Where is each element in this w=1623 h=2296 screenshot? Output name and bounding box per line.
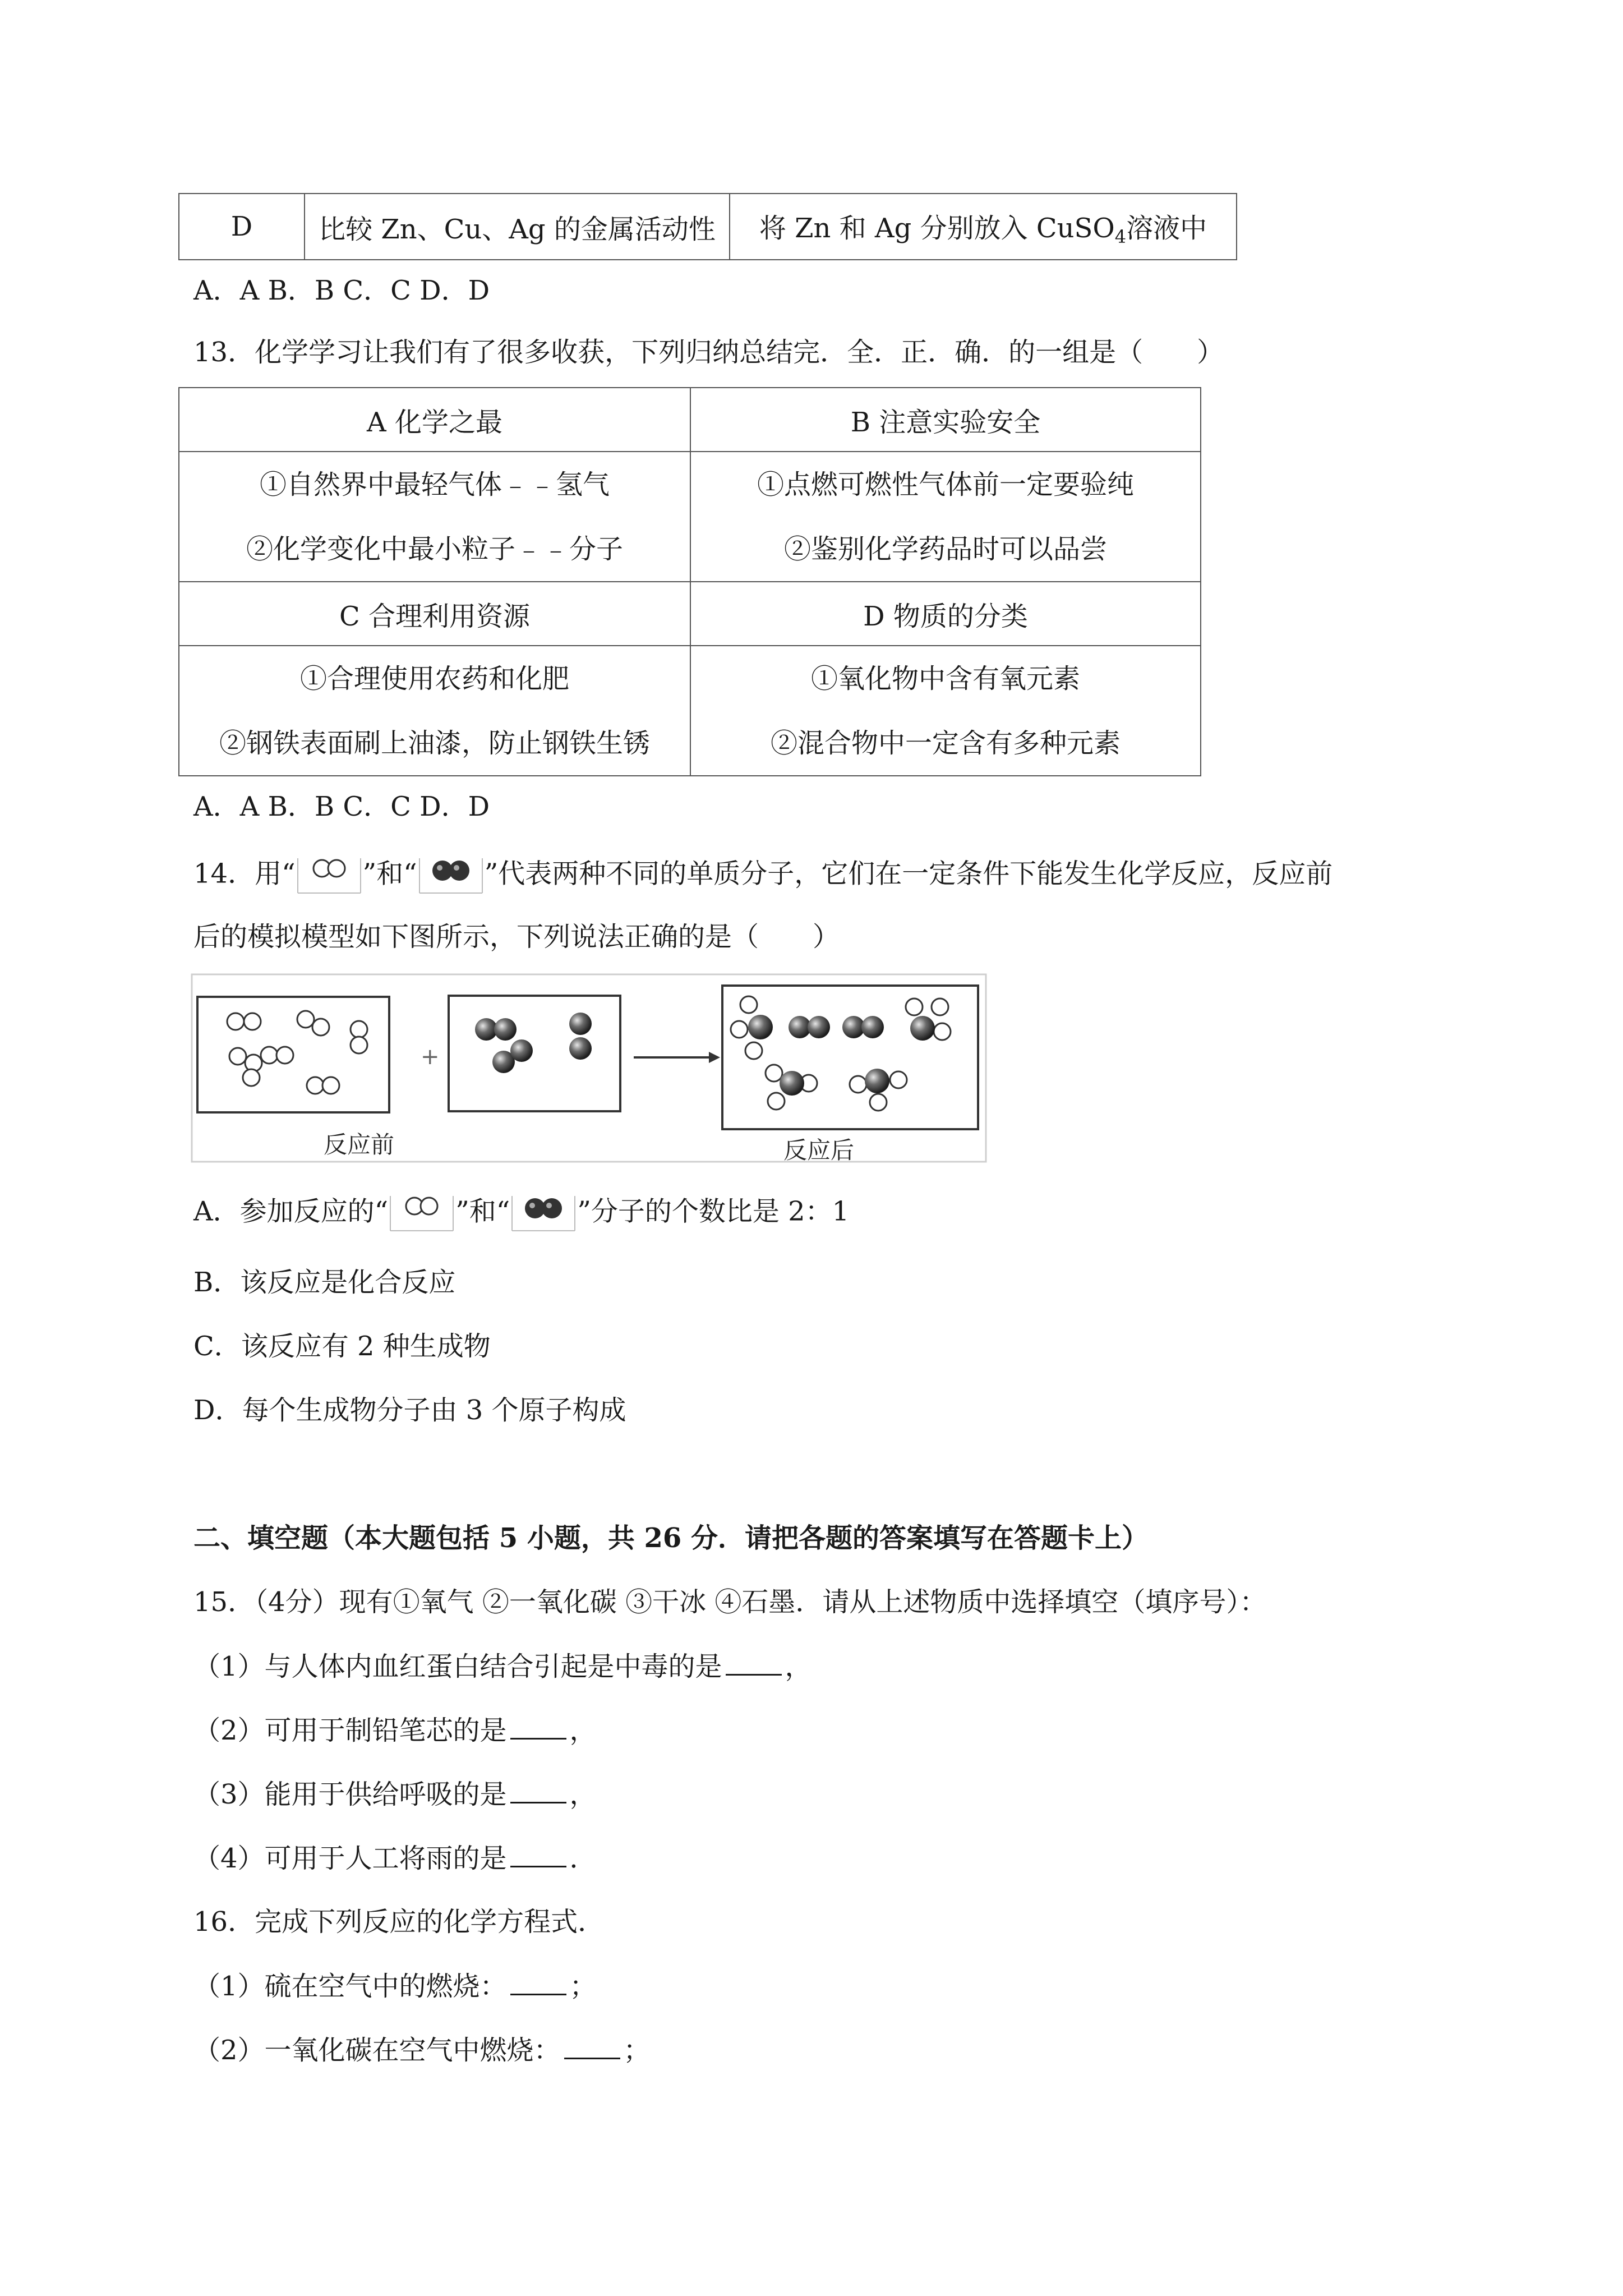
answer-blank[interactable] bbox=[510, 1777, 566, 1803]
q13-a-item-1: ①自然界中最轻气体﹣﹣氢气 bbox=[259, 468, 610, 500]
q14-stem-part3: ”代表两种不同的单质分子，它们在一定条件下能发生化学反应，反应前 bbox=[484, 858, 1333, 890]
q12-table bbox=[178, 193, 1237, 260]
q13-d-item-2: ②混合物中一定含有多种元素 bbox=[770, 727, 1121, 759]
answer-blank[interactable] bbox=[510, 1713, 566, 1740]
q12-choices: A．A B．B C．C D．D bbox=[193, 275, 490, 306]
after-label: 反应后 bbox=[783, 1137, 855, 1163]
q16-item-2-text: （2）一氧化碳在空气中燃烧： bbox=[193, 2035, 561, 2066]
q13-c-item-1: ①合理使用农药和化肥 bbox=[299, 662, 569, 694]
q12-method-text-end: 溶液中 bbox=[1126, 212, 1207, 244]
before-label: 反应前 bbox=[323, 1131, 395, 1158]
q13-table bbox=[178, 387, 1201, 776]
q14-option-c: C．该反应有 2 种生成物 bbox=[193, 1331, 491, 1362]
q14-stem-line2: 后的模拟模型如下图所示，下列说法正确的是（ ） bbox=[193, 921, 840, 953]
q13-c-items bbox=[179, 646, 690, 776]
q13-a-items bbox=[179, 452, 690, 582]
q15-item-1-text: （1）与人体内血红蛋白结合引起是中毒的是 bbox=[193, 1651, 722, 1682]
q16-item-1-text: （1）硫在空气中的燃烧： bbox=[193, 1971, 507, 2002]
q13-choices: A．A B．B C．C D．D bbox=[193, 791, 490, 822]
q15-item-3 bbox=[193, 1777, 597, 1811]
q15-item-1-end: ， bbox=[785, 1651, 812, 1682]
q13-b-items bbox=[690, 452, 1201, 582]
white-molecule-icon bbox=[388, 1194, 455, 1233]
q14-option-a-part2: ”和“ bbox=[455, 1195, 510, 1227]
q13-c-head: C 合理利用资源 bbox=[179, 582, 690, 646]
q14-stem-part2: ”和“ bbox=[362, 858, 417, 890]
q14-option-b: B．该反应是化合反应 bbox=[193, 1267, 456, 1298]
q16-item-1 bbox=[193, 1969, 597, 2003]
q14-stem-part1: 14．用“ bbox=[193, 858, 296, 890]
section2-heading: 二、填空题（本大题包括 5 小题，共 26 分．请把各题的答案填写在答题卡上） bbox=[193, 1522, 1149, 1554]
reaction-model-figure bbox=[191, 973, 987, 1163]
q15-item-2-end: ， bbox=[569, 1715, 597, 1746]
q15-item-3-text: （3）能用于供给呼吸的是 bbox=[193, 1779, 507, 1810]
q12-option-cell: D bbox=[179, 194, 305, 260]
q16-item-2 bbox=[193, 2033, 651, 2067]
q13-d-item-1: ①氧化物中含有氧元素 bbox=[810, 662, 1080, 694]
black-molecule-icon bbox=[510, 1194, 577, 1233]
q15-item-4-end: ． bbox=[569, 1843, 597, 1874]
q12-method-text: 将 Zn 和 Ag 分别放入 CuSO bbox=[759, 212, 1115, 244]
q12-method-cell bbox=[730, 194, 1237, 260]
q12-method-subscript: 4 bbox=[1114, 226, 1127, 247]
q12-purpose-cell: 比较 Zn、Cu、Ag 的金属活动性 bbox=[305, 194, 730, 260]
q15-stem: 15．（4分）现有①氧气 ②一氧化碳 ③干冰 ④石墨．请从上述物质中选择填空（填序号）： bbox=[193, 1586, 1267, 1618]
answer-blank[interactable] bbox=[564, 2033, 620, 2059]
q13-a-head: A 化学之最 bbox=[179, 388, 690, 452]
before-box-black bbox=[449, 996, 620, 1111]
q13-d-head: D 物质的分类 bbox=[690, 582, 1201, 646]
q16-stem: 16．完成下列反应的化学方程式． bbox=[193, 1906, 605, 1938]
q13-stem: 13．化学学习让我们有了很多收获，下列归纳总结完．全．正．确．的一组是（ ） bbox=[193, 337, 1224, 368]
q13-b-head: B 注意实验安全 bbox=[690, 388, 1201, 452]
q13-c-item-2: ②钢铁表面刷上油漆，防止钢铁生锈 bbox=[219, 727, 650, 759]
black-molecule-icon bbox=[417, 856, 485, 895]
answer-blank[interactable] bbox=[510, 1969, 566, 1995]
q15-item-4-text: （4）可用于人工将雨的是 bbox=[193, 1843, 507, 1874]
plus-sign: + bbox=[421, 1044, 440, 1070]
q14-option-a-part3: ”分子的个数比是 2：1 bbox=[577, 1195, 850, 1227]
q13-b-item-1: ①点燃可燃性气体前一定要验纯 bbox=[757, 468, 1134, 500]
q14-option-d: D．每个生成物分子由 3 个原子构成 bbox=[193, 1395, 626, 1426]
answer-blank[interactable] bbox=[510, 1841, 566, 1867]
q14-option-a-part1: A．参加反应的“ bbox=[193, 1195, 389, 1227]
q16-item-1-end: ； bbox=[569, 1971, 597, 2002]
q15-item-4 bbox=[193, 1841, 597, 1875]
q16-item-2-end: ； bbox=[623, 2035, 651, 2066]
q14-option-a bbox=[193, 1194, 849, 1233]
white-molecule-icon bbox=[296, 856, 363, 895]
q15-item-1 bbox=[193, 1649, 812, 1683]
q13-b-item-2: ②鉴别化学药品时可以品尝 bbox=[783, 533, 1107, 565]
answer-blank[interactable] bbox=[726, 1649, 782, 1676]
q15-item-2-text: （2）可用于制铅笔芯的是 bbox=[193, 1715, 507, 1746]
q15-item-2 bbox=[193, 1713, 597, 1747]
q14-stem-line1 bbox=[193, 856, 1332, 895]
q13-a-item-2: ②化学变化中最小粒子﹣﹣分子 bbox=[246, 533, 623, 565]
q15-item-3-end: ， bbox=[569, 1779, 597, 1810]
q13-d-items bbox=[690, 646, 1201, 776]
